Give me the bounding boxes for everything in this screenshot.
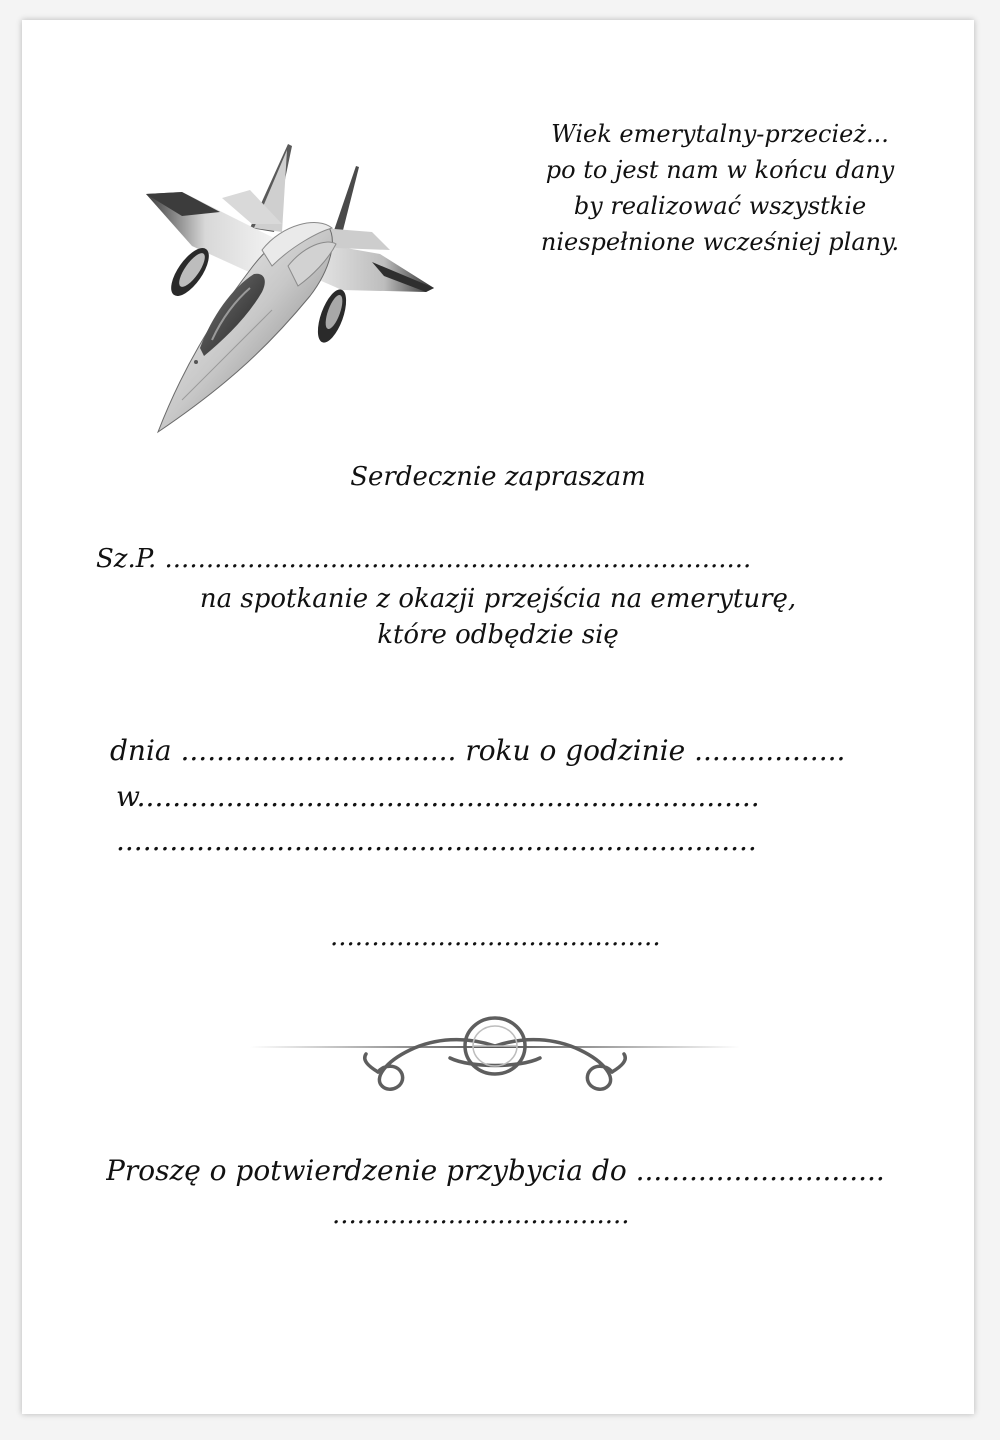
flourish-divider-icon (250, 1016, 740, 1096)
poem-line-1: Wiek emerytalny-przecież... (551, 120, 889, 148)
place-line-2: ........................................................................ (116, 824, 757, 857)
greeting: Serdecznie zapraszam (350, 462, 646, 492)
date-time-line: dnia ............................... roku o godzinie ................. (110, 734, 846, 767)
poem-line-4: niespełnione wcześniej plany. (540, 228, 900, 256)
poem-line-2: po to jest nam w końcu dany (545, 156, 895, 184)
signature-line: ........................................ (330, 922, 661, 952)
occasion-line-1: na spotkanie z okazji przejścia na emeryturę, (199, 584, 797, 614)
place-line-1: w...................................................................... (116, 780, 760, 813)
poem-line-3: by realizować wszystkie (573, 192, 867, 220)
poem-block (516, 116, 924, 260)
fighter-jet-icon (122, 120, 442, 440)
rsvp-line-1: Proszę o potwierdzenie przybycia do ............................ (106, 1154, 885, 1187)
occasion-line-2: które odbędzie się (377, 620, 619, 650)
rsvp-line-2: .................................... (332, 1200, 630, 1230)
invitation-card (22, 20, 974, 1414)
recipient-line: Sz.P. ....................................................................... (96, 544, 752, 574)
